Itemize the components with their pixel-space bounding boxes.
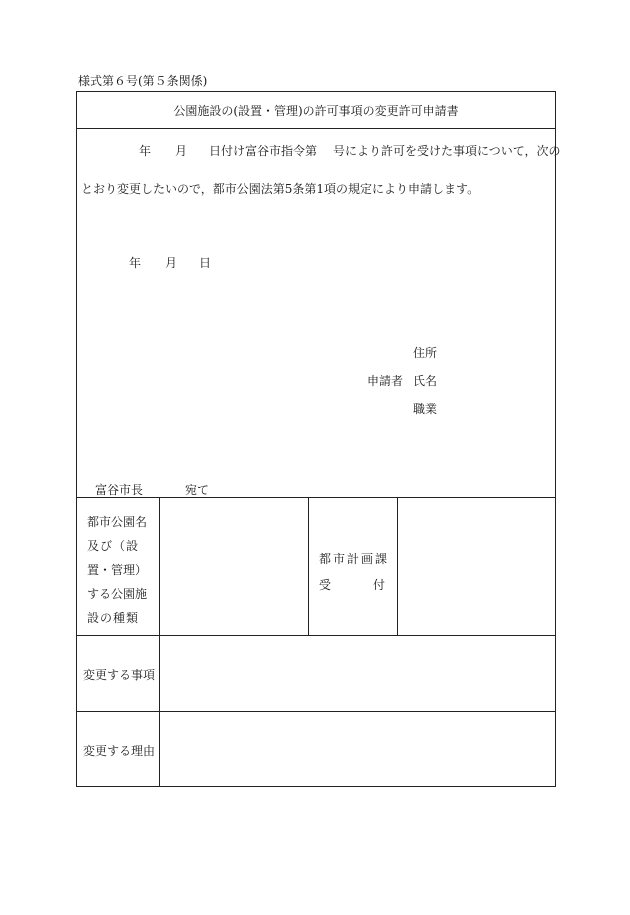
receipt-label-2: 付: [373, 578, 386, 592]
recipient-suffix: 宛て: [185, 483, 210, 497]
change-item-label: 変更する事項: [83, 668, 156, 682]
intro-year: 年: [139, 144, 152, 158]
applicant-occupation-label: 職業: [413, 402, 438, 416]
date-day: 日: [199, 256, 212, 270]
recipient-mayor: 富谷市長: [95, 483, 144, 497]
applicant-name-label: 氏名: [413, 374, 438, 388]
park-name-label: [87, 510, 151, 630]
form-number-label: 様式第６号(第５条関係): [78, 74, 208, 88]
park-label-line-3: 置・管理）: [87, 563, 148, 577]
form-title: 公園施設の(設置・管理)の許可事項の変更許可申請書: [173, 104, 459, 118]
receipt-label-1: 受: [319, 578, 332, 592]
park-label-line-2: 及び（設: [87, 539, 140, 553]
applicant-label: 申請者: [367, 374, 404, 388]
date-month: 月: [165, 256, 178, 270]
date-year: 年: [129, 256, 142, 270]
application-form: [76, 91, 561, 787]
applicant-address-label: 住所: [413, 346, 438, 360]
change-reason-top-border: [77, 711, 555, 712]
change-item-top-border: [77, 635, 555, 636]
intro-number-suffix: 号により許可を受けた事項について，次の: [333, 144, 561, 158]
intro-month: 月: [175, 144, 188, 158]
park-value-divider: [308, 497, 309, 635]
change-reason-label: 変更する理由: [83, 744, 156, 758]
park-label-line-1: 都市公園名: [87, 515, 148, 529]
intro-line-2: とおり変更したいので，都市公園法第5条第1項の規定により申請します。: [81, 182, 480, 196]
park-label-line-5: 設の種類: [87, 611, 140, 625]
dept-column-divider: [397, 497, 398, 635]
label-column-divider: [159, 497, 160, 787]
park-label-line-4: する公園施: [87, 587, 148, 601]
table-top-border: [77, 497, 555, 498]
intro-reference: 日付け富谷市指令第: [209, 144, 318, 158]
title-divider: [77, 128, 555, 129]
dept-label: 都市計画課: [319, 552, 390, 566]
